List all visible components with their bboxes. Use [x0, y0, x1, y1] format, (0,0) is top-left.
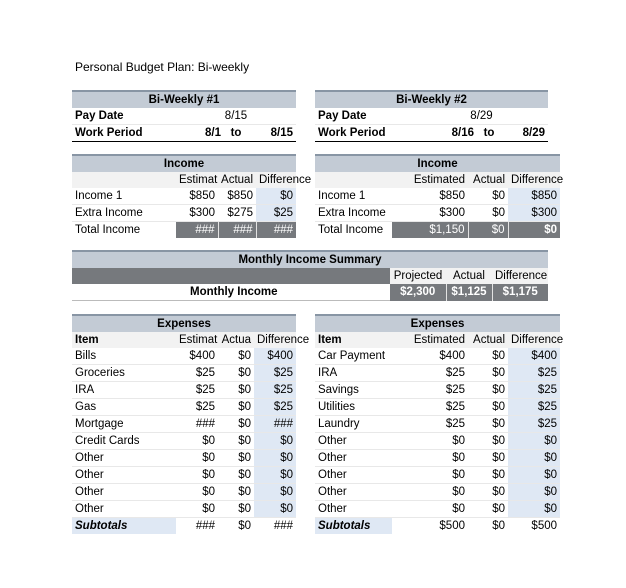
expense-est: $0 [392, 501, 468, 518]
expense-est: $0 [392, 433, 468, 450]
work-period-to: to [477, 125, 501, 142]
subtotals-label: Subtotals [72, 518, 176, 535]
monthly-summary-heading: Monthly Income Summary [72, 251, 548, 268]
work-period-end: 8/15 [248, 125, 296, 142]
col-estimated: Estimat [176, 172, 218, 188]
expense-diff: $25 [508, 365, 560, 382]
subtotal-est: ### [176, 518, 218, 535]
expense-row [72, 450, 296, 467]
expense-diff: $0 [508, 433, 560, 450]
expense-diff: $0 [508, 467, 560, 484]
expense-item: Other [72, 501, 176, 518]
expense-item: IRA [72, 382, 176, 399]
monthly-income-difference: $1,175 [492, 284, 548, 301]
expense-row [315, 450, 560, 467]
income-act: $0 [468, 188, 508, 205]
expense-est: $25 [392, 382, 468, 399]
income-1-table [72, 154, 312, 238]
blank-header-cell [315, 172, 392, 188]
col-estimated: Estimat [176, 332, 218, 348]
work-period-label: Work Period [315, 125, 415, 142]
income-diff: $850 [508, 188, 560, 205]
expense-diff: $25 [254, 382, 296, 399]
expense-item: Utilities [315, 399, 392, 416]
expense-diff: $0 [254, 484, 296, 501]
expense-row [72, 433, 296, 450]
expense-act: $0 [218, 501, 254, 518]
expense-item: Credit Cards [72, 433, 176, 450]
expense-item: Mortgage [72, 416, 176, 433]
monthly-summary-table [72, 250, 548, 301]
monthly-income-label: Monthly Income [72, 284, 390, 301]
col-difference: Difference [254, 332, 296, 348]
expense-row [315, 484, 560, 501]
total-income-est: ### [176, 222, 218, 239]
total-income-act: ### [218, 222, 256, 239]
total-income-label: Total Income [72, 222, 176, 239]
expense-diff: $25 [254, 399, 296, 416]
subtotal-act: $0 [468, 518, 508, 535]
expense-est: $0 [176, 450, 218, 467]
col-actual: Actual [468, 332, 508, 348]
income-est: $850 [392, 188, 468, 205]
expenses-2-table [315, 314, 564, 534]
work-period-label: Work Period [72, 125, 176, 142]
pay-date-label: Pay Date [315, 108, 415, 125]
total-income-diff: $0 [508, 222, 560, 239]
subtotal-diff: ### [254, 518, 296, 535]
expense-diff: $25 [508, 399, 560, 416]
blank-header-cell [72, 172, 176, 188]
expense-act: $0 [218, 433, 254, 450]
expense-act: $0 [468, 348, 508, 365]
income-diff: $25 [256, 205, 296, 222]
expense-row [315, 382, 560, 399]
expense-item: Other [315, 501, 392, 518]
expense-act: $0 [218, 484, 254, 501]
expense-act: $0 [468, 467, 508, 484]
income-act: $850 [218, 188, 256, 205]
expense-item: Car Payment [315, 348, 392, 365]
expense-est: $25 [176, 382, 218, 399]
col-difference: Difference [492, 268, 548, 284]
expense-act: $0 [218, 382, 254, 399]
total-income-diff: ### [256, 222, 296, 239]
expense-row [315, 348, 560, 365]
expense-row [315, 467, 560, 484]
expense-est: $0 [392, 467, 468, 484]
pay-date-value: 8/29 [415, 108, 548, 125]
income-est: $300 [176, 205, 218, 222]
income-row-label: Income 1 [72, 188, 176, 205]
expense-est: $0 [176, 484, 218, 501]
expense-diff: $25 [508, 382, 560, 399]
income-est: $850 [176, 188, 218, 205]
expense-est: $25 [392, 399, 468, 416]
expense-act: $0 [468, 399, 508, 416]
expense-item: Laundry [315, 416, 392, 433]
income-diff: $300 [508, 205, 560, 222]
expense-row [315, 416, 560, 433]
col-actual: Actua [218, 332, 254, 348]
income-act: $275 [218, 205, 256, 222]
expense-diff: $25 [254, 365, 296, 382]
expense-est: $400 [392, 348, 468, 365]
expense-act: $0 [218, 450, 254, 467]
income-est: $300 [392, 205, 468, 222]
work-period-start: 8/16 [415, 125, 477, 142]
expense-act: $0 [218, 467, 254, 484]
expense-item: Other [315, 467, 392, 484]
expense-item: Other [315, 450, 392, 467]
expense-diff: ### [254, 416, 296, 433]
income-act: $0 [468, 205, 508, 222]
col-item: Item [72, 332, 176, 348]
total-income-label: Total Income [315, 222, 392, 239]
expense-act: $0 [468, 365, 508, 382]
total-income-act: $0 [468, 222, 508, 239]
expense-row [315, 365, 560, 382]
expense-item: Other [72, 467, 176, 484]
expense-act: $0 [218, 399, 254, 416]
col-difference: Difference [256, 172, 296, 188]
total-income-est: $1,150 [392, 222, 468, 239]
pay-date-value: 8/15 [176, 108, 296, 125]
expense-row [72, 348, 296, 365]
monthly-income-projected: $2,300 [390, 284, 446, 301]
expense-act: $0 [468, 450, 508, 467]
col-estimated: Estimated [392, 172, 468, 188]
expense-act: $0 [468, 433, 508, 450]
expense-item: Gas [72, 399, 176, 416]
monthly-income-actual: $1,125 [446, 284, 492, 301]
expense-est: $25 [392, 416, 468, 433]
biweekly-2-table [315, 90, 548, 142]
expense-act: $0 [468, 382, 508, 399]
expense-row [72, 399, 296, 416]
expenses-1-heading: Expenses [72, 315, 296, 332]
expense-est: $400 [176, 348, 218, 365]
expenses-1-table [72, 314, 310, 534]
expense-row [72, 382, 296, 399]
expense-row [72, 467, 296, 484]
pay-date-label: Pay Date [72, 108, 176, 125]
expense-diff: $0 [508, 484, 560, 501]
expense-row [72, 416, 296, 433]
expense-est: $0 [176, 467, 218, 484]
work-period-end: 8/29 [501, 125, 548, 142]
expense-diff: $0 [254, 450, 296, 467]
expense-diff: $25 [508, 416, 560, 433]
expense-item: Other [72, 484, 176, 501]
expense-diff: $400 [254, 348, 296, 365]
expense-est: $0 [392, 484, 468, 501]
col-difference: Difference [508, 332, 560, 348]
expense-row [315, 399, 560, 416]
expense-item: Groceries [72, 365, 176, 382]
expense-act: $0 [218, 348, 254, 365]
expenses-2-heading: Expenses [315, 315, 560, 332]
income-diff: $0 [256, 188, 296, 205]
expense-diff: $0 [254, 433, 296, 450]
subtotal-act: $0 [218, 518, 254, 535]
expense-diff: $0 [508, 450, 560, 467]
expense-item: Bills [72, 348, 176, 365]
income-row-label: Extra Income [72, 205, 176, 222]
col-actual: Actual [218, 172, 256, 188]
col-actual: Actual [468, 172, 508, 188]
expense-item: Savings [315, 382, 392, 399]
expense-est: $25 [176, 399, 218, 416]
biweekly-1-heading: Bi-Weekly #1 [72, 91, 296, 108]
expense-row [315, 433, 560, 450]
expense-est: $25 [392, 365, 468, 382]
summary-dark-band [72, 268, 390, 284]
work-period-to: to [224, 125, 248, 142]
expense-item: Other [315, 433, 392, 450]
expense-est: $0 [392, 450, 468, 467]
expense-diff: $0 [254, 501, 296, 518]
income-2-table [315, 154, 564, 238]
expense-diff: $0 [254, 467, 296, 484]
expense-diff: $0 [508, 501, 560, 518]
col-actual: Actual [446, 268, 492, 284]
page-title: Personal Budget Plan: Bi-weekly [75, 60, 250, 74]
expense-est: $0 [176, 501, 218, 518]
subtotal-est: $500 [392, 518, 468, 535]
expense-act: $0 [468, 501, 508, 518]
col-projected: Projected [390, 268, 446, 284]
expense-row [72, 365, 296, 382]
income-2-heading: Income [315, 155, 560, 172]
biweekly-2-heading: Bi-Weekly #2 [315, 91, 548, 108]
income-1-heading: Income [72, 155, 296, 172]
expense-act: $0 [468, 416, 508, 433]
income-row-label: Income 1 [315, 188, 392, 205]
col-item: Item [315, 332, 392, 348]
expense-diff: $400 [508, 348, 560, 365]
work-period-start: 8/1 [176, 125, 224, 142]
expense-est: $0 [176, 433, 218, 450]
biweekly-1-table [72, 90, 296, 142]
col-estimated: Estimated [392, 332, 468, 348]
expense-item: IRA [315, 365, 392, 382]
expense-est: ### [176, 416, 218, 433]
income-row-label: Extra Income [315, 205, 392, 222]
expense-item: Other [315, 484, 392, 501]
col-difference: Difference [508, 172, 560, 188]
expense-item: Other [72, 450, 176, 467]
expense-act: $0 [468, 484, 508, 501]
expense-row [72, 501, 296, 518]
expense-est: $25 [176, 365, 218, 382]
expense-act: $0 [218, 416, 254, 433]
subtotals-label: Subtotals [315, 518, 392, 535]
expense-row [315, 501, 560, 518]
expense-act: $0 [218, 365, 254, 382]
subtotal-diff: $500 [508, 518, 560, 535]
expense-row [72, 484, 296, 501]
